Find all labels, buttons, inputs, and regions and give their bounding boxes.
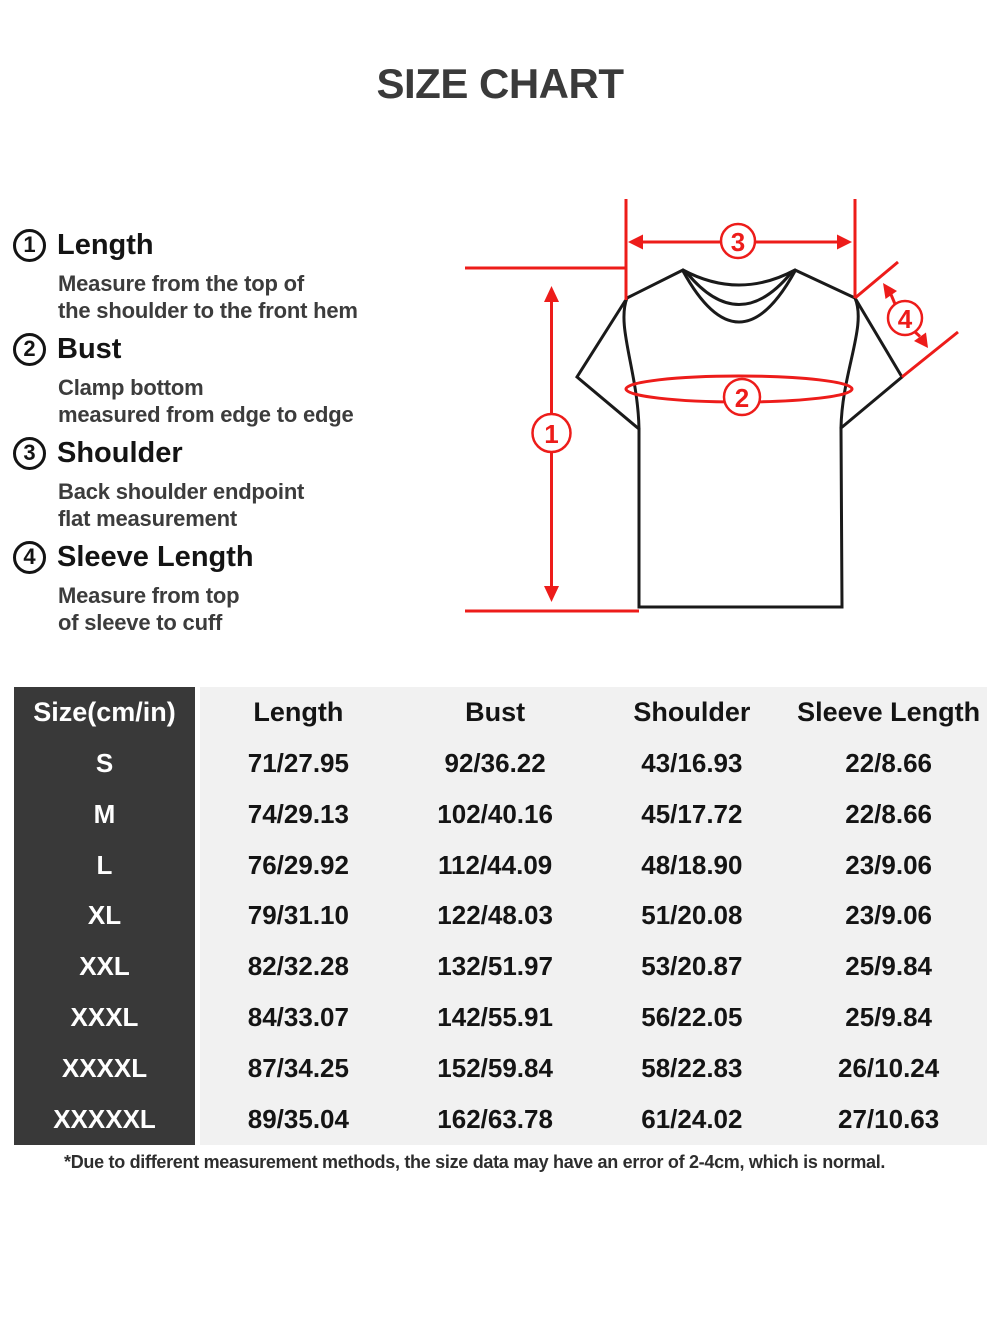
table-cell: 58/22.83 xyxy=(641,1053,743,1084)
size-label: XXXXL xyxy=(61,1053,148,1084)
diagram-label-bust: 2 xyxy=(734,383,750,413)
table-cell: 26/10.24 xyxy=(838,1053,940,1084)
circled-number-3-icon: 3 xyxy=(13,437,46,470)
size-label: XL xyxy=(87,900,122,931)
table-cell: 25/9.84 xyxy=(845,1002,932,1033)
instruction-description-line: Measure from top xyxy=(58,583,240,608)
instruction-description-line: flat measurement xyxy=(58,506,237,531)
table-cell: 61/24.02 xyxy=(641,1104,743,1135)
tshirt-measurement-diagram xyxy=(440,180,1000,640)
arrowhead-right-icon xyxy=(837,235,852,250)
circled-number-4-icon: 4 xyxy=(13,541,46,574)
table-cell: 23/9.06 xyxy=(845,900,932,931)
arrowhead-up-icon xyxy=(544,286,559,302)
table-cell: 22/8.66 xyxy=(845,747,932,778)
instruction-heading: Shoulder xyxy=(57,436,183,469)
arrowhead-left-icon xyxy=(628,235,643,250)
table-cell: 76/29.92 xyxy=(247,849,349,880)
column-header-bust: Bust xyxy=(465,696,526,727)
table-cell: 43/16.93 xyxy=(641,747,743,778)
instruction-description-line: the shoulder to the front hem xyxy=(58,298,358,323)
instruction-description xyxy=(58,582,443,636)
table-cell: 27/10.63 xyxy=(838,1104,940,1135)
diagram-label-sleeve: 4 xyxy=(897,304,913,334)
table-cell: 22/8.66 xyxy=(845,798,932,829)
table-cell: 142/55.91 xyxy=(437,1002,553,1033)
column-header-sleeve-length: Sleeve Length xyxy=(797,696,981,727)
instruction-description xyxy=(58,374,443,428)
size-column xyxy=(14,687,195,1145)
instruction-description-line: Clamp bottom xyxy=(58,375,204,400)
table-cell: 92/36.22 xyxy=(444,747,546,778)
instruction-description-line: of sleeve to cuff xyxy=(58,610,223,635)
table-cell: 82/32.28 xyxy=(247,951,349,982)
sleeve-guide-lower xyxy=(902,332,958,377)
size-table xyxy=(14,687,987,1145)
instruction-heading: Bust xyxy=(57,332,122,365)
circled-number-2-icon: 2 xyxy=(13,333,46,366)
instruction-description xyxy=(58,478,443,532)
circled-number-1-icon: 1 xyxy=(13,229,46,262)
column-header-length: Length xyxy=(253,696,344,727)
sleeve-arrow-shaft xyxy=(891,295,895,305)
instruction-sleeve-heading-row xyxy=(13,538,443,576)
page-title: SIZE CHART xyxy=(376,60,624,107)
table-cell: 132/51.97 xyxy=(437,951,553,982)
table-cell: 71/27.95 xyxy=(247,747,349,778)
instruction-bust xyxy=(13,330,443,428)
size-label: L xyxy=(96,849,113,880)
instruction-heading: Sleeve Length xyxy=(57,540,254,573)
diagram-label-length: 1 xyxy=(544,419,559,449)
table-data-area xyxy=(200,687,987,1145)
table-cell: 25/9.84 xyxy=(845,951,932,982)
table-cell: 112/44.09 xyxy=(438,849,553,880)
table-cell: 87/34.25 xyxy=(247,1053,349,1084)
diagram-labels xyxy=(533,224,923,452)
table-cell: 162/63.78 xyxy=(437,1104,553,1135)
size-label: XXXL xyxy=(70,1002,139,1033)
instruction-shoulder xyxy=(13,434,443,532)
table-cell: 89/35.04 xyxy=(247,1104,349,1135)
instruction-length xyxy=(13,226,443,324)
size-column-header: Size(cm/in) xyxy=(33,696,176,727)
arrowhead-down-icon xyxy=(544,586,559,602)
table-cell: 79/31.10 xyxy=(247,900,349,931)
table-cell: 122/48.03 xyxy=(437,900,553,931)
table-cell: 51/20.08 xyxy=(641,900,743,931)
size-label: M xyxy=(93,798,116,829)
instruction-shoulder-heading-row xyxy=(13,434,443,472)
table-cell: 102/40.16 xyxy=(437,798,553,829)
size-label: S xyxy=(95,747,114,778)
instruction-heading: Length xyxy=(57,228,154,261)
arrowheads xyxy=(544,235,928,603)
instruction-bust-heading-row xyxy=(13,330,443,368)
instruction-sleeve-length xyxy=(13,538,443,636)
diagram-label-shoulder: 3 xyxy=(730,227,746,257)
instruction-description-line: measured from edge to edge xyxy=(58,402,354,427)
measurement-instructions xyxy=(13,226,443,642)
table-cell: 23/9.06 xyxy=(845,849,932,880)
size-label: XXL xyxy=(79,951,130,982)
tshirt-outline xyxy=(577,270,902,607)
instruction-description-line: Measure from the top of xyxy=(58,271,304,296)
table-cell: 45/17.72 xyxy=(641,798,743,829)
measurement-lines xyxy=(465,199,958,611)
table-cell: 53/20.87 xyxy=(641,951,743,982)
table-cell: 74/29.13 xyxy=(247,798,349,829)
instruction-description xyxy=(58,270,443,324)
measurement-disclaimer: *Due to different measurement methods, the size data may have an error of 2-4cm, which is normal. xyxy=(64,1152,886,1172)
column-header-shoulder: Shoulder xyxy=(633,696,751,727)
instruction-length-heading-row xyxy=(13,226,443,264)
size-label: XXXXXL xyxy=(53,1104,156,1135)
instruction-description-line: Back shoulder endpoint xyxy=(58,479,305,504)
table-cell: 56/22.05 xyxy=(641,1002,743,1033)
table-cell: 152/59.84 xyxy=(437,1053,553,1084)
table-cell: 48/18.90 xyxy=(641,849,743,880)
arrowhead-diagonal-icon xyxy=(883,283,897,299)
table-cell: 84/33.07 xyxy=(247,1002,349,1033)
